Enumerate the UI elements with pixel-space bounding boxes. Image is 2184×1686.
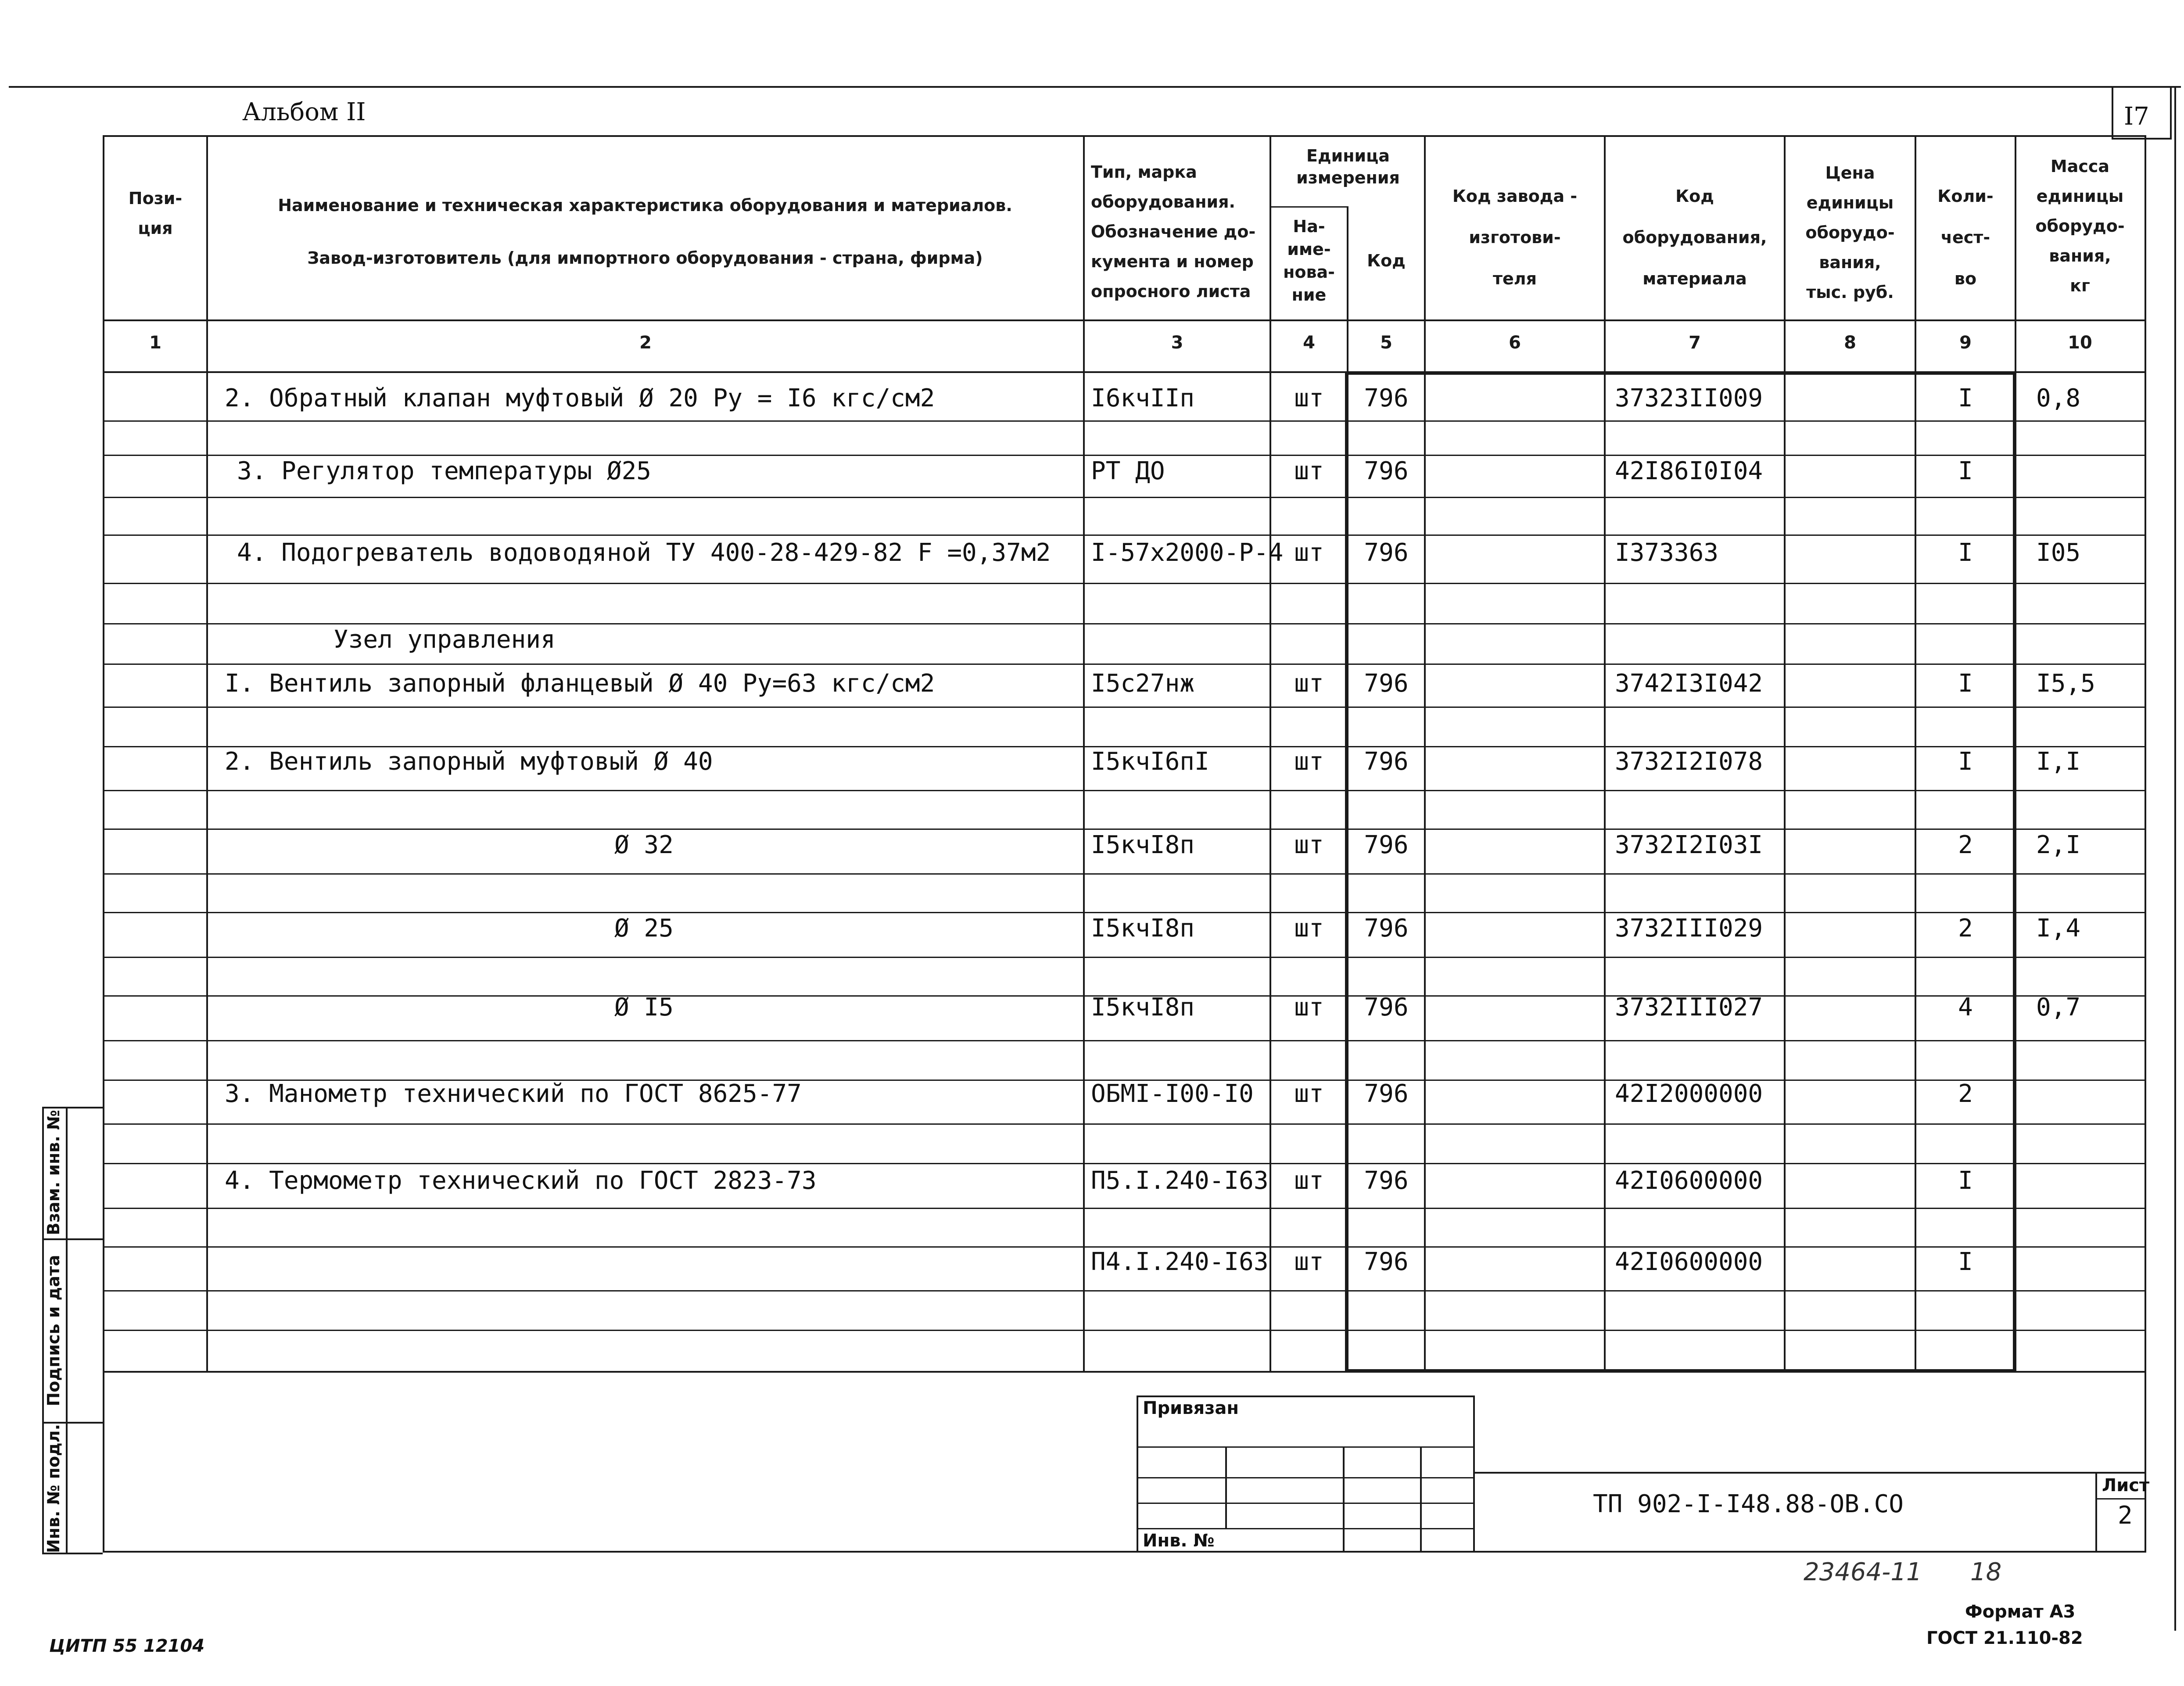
- format-label: Формат А3: [1965, 1602, 2076, 1622]
- header-unit-code: Код: [1367, 251, 1406, 270]
- col-number-7: 7: [1689, 333, 1701, 353]
- cell-name: Ø I5: [614, 993, 674, 1022]
- stamp-inv-no: Инв. №: [1143, 1531, 1215, 1551]
- cell-code: 796: [1364, 1248, 1409, 1276]
- cell-type: I5c27нж: [1091, 669, 1195, 698]
- cell-name: 3. Регулятор температуры Ø25: [237, 457, 652, 485]
- cell-type: ОБМI-I00-I0: [1091, 1080, 1254, 1108]
- document-code: ТП 902-I-I48.88-ОВ.СО: [1593, 1490, 1904, 1518]
- stamp-privyazan: Привязан: [1143, 1398, 1239, 1418]
- citp-label: ЦИТП 55 12104: [49, 1636, 205, 1656]
- cell-qty: I: [1958, 669, 1973, 698]
- cell-code: 796: [1364, 747, 1409, 776]
- header-unit: Единица измерения: [1296, 146, 1400, 187]
- cell-name: Ø 25: [614, 914, 674, 943]
- archive-suffix: 18: [1970, 1558, 2002, 1586]
- cell-qty: I: [1958, 747, 1973, 776]
- header-qty: Коли- чест- во: [1937, 187, 1994, 288]
- cell-unit: шт: [1294, 1080, 1324, 1108]
- col-number-4: 4: [1303, 333, 1315, 353]
- cell-qty: I: [1958, 1248, 1973, 1276]
- col-number-2: 2: [639, 333, 652, 353]
- cell-type: I6кчIIп: [1091, 384, 1195, 413]
- col-number-1: 1: [149, 333, 161, 353]
- col-number-5: 5: [1380, 333, 1392, 353]
- cell-unit: шт: [1294, 831, 1324, 859]
- header-unit-name: На- име- нова- ние: [1283, 217, 1335, 305]
- cell-qty: I: [1958, 384, 1973, 413]
- cell-qty: 2: [1958, 914, 1973, 943]
- cell-unit: шт: [1294, 993, 1324, 1022]
- cell-name: 4. Подогреватель водоводяной ТУ 400-28-429-82 F =0,37м2: [237, 538, 1051, 567]
- cell-code: 796: [1364, 384, 1409, 413]
- cell-code: 796: [1364, 914, 1409, 943]
- cell-name: 4. Термометр технический по ГОСТ 2823-73: [225, 1166, 817, 1195]
- col-number-6: 6: [1509, 333, 1521, 353]
- cell-code: 796: [1364, 457, 1409, 485]
- cell-code: 796: [1364, 538, 1409, 567]
- cell-unit: шт: [1294, 538, 1324, 567]
- sheet-value: 2: [2118, 1501, 2133, 1530]
- cell-mass: 2,I: [2036, 831, 2081, 859]
- cell-type: РТ ДО: [1091, 457, 1165, 485]
- col-number-9: 9: [1959, 333, 1972, 353]
- cell-equip: 3732I2I03I: [1615, 831, 1763, 859]
- cell-name: I. Вентиль запорный фланцевый Ø 40 Ру=63 кгс/см2: [225, 669, 935, 698]
- cell-code: 796: [1364, 1166, 1409, 1195]
- header-equip-code: Код оборудования, материала: [1622, 187, 1767, 288]
- cell-equip: 42I86I0I04: [1615, 457, 1763, 485]
- cell-code: 796: [1364, 831, 1409, 859]
- cell-mass: 0,7: [2036, 993, 2081, 1022]
- cell-equip: 3732III027: [1615, 993, 1763, 1022]
- cell-qty: I: [1958, 538, 1973, 567]
- col-number-8: 8: [1844, 333, 1856, 353]
- cell-mass: I,I: [2036, 747, 2081, 776]
- cell-qty: I: [1958, 1166, 1973, 1195]
- cell-equip: I373363: [1615, 538, 1719, 567]
- cell-code: 796: [1364, 1080, 1409, 1108]
- cell-type: П5.I.240-I63: [1091, 1166, 1269, 1195]
- cell-code: 796: [1364, 993, 1409, 1022]
- cell-equip: 3732III029: [1615, 914, 1763, 943]
- header-name: Наименование и техническая характеристика оборудования и материалов. Завод-изготовитель (для импортного оборудования - страна, фирма): [278, 196, 1012, 268]
- cell-mass: I,4: [2036, 914, 2081, 943]
- side-label-inv-podl: Инв. № подл.: [44, 1424, 63, 1553]
- cell-equip: 42I2000000: [1615, 1080, 1763, 1108]
- header-mass: Масса единицы оборудо- вания, кг: [2035, 157, 2125, 295]
- cell-qty: I: [1958, 457, 1973, 485]
- cell-mass: I5,5: [2036, 669, 2095, 698]
- gost-label: ГОСТ 21.110-82: [1926, 1628, 2083, 1648]
- cell-unit: шт: [1294, 914, 1324, 943]
- side-label-podpis: Подпись и дата: [44, 1255, 63, 1406]
- album-title: Альбом II: [242, 98, 366, 126]
- header-position: Пози- ция: [128, 189, 183, 238]
- header-price: Цена единицы оборудо- вания, тыс. руб.: [1805, 163, 1895, 302]
- cell-type: I5кчI8п: [1091, 914, 1195, 943]
- archive-number: 23464-11: [1804, 1558, 1922, 1586]
- page-number: I7: [2124, 102, 2149, 131]
- cell-unit: шт: [1294, 669, 1324, 698]
- cell-equip: 42I0600000: [1615, 1248, 1763, 1276]
- cell-equip: 37323II009: [1615, 384, 1763, 413]
- side-label-vzam: Взам. инв. №: [44, 1110, 63, 1235]
- cell-unit: шт: [1294, 1166, 1324, 1195]
- cell-qty: 2: [1958, 1080, 1973, 1108]
- cell-type: I5кчI6пI: [1091, 747, 1209, 776]
- cell-name: 2. Вентиль запорный муфтовый Ø 40: [225, 747, 713, 776]
- col-number-10: 10: [2068, 333, 2092, 353]
- cell-name: 2. Обратный клапан муфтовый Ø 20 Ру = I6 кгс/см2: [225, 384, 935, 413]
- cell-type: I5кчI8п: [1091, 993, 1195, 1022]
- header-type: Тип, марка оборудования. Обозначение до- кумента и номер опросного листа: [1091, 162, 1256, 301]
- cell-name: 3. Манометр технический по ГОСТ 8625-77: [225, 1080, 802, 1108]
- cell-name: Узел управления: [334, 625, 556, 654]
- col-number-3: 3: [1171, 333, 1183, 353]
- cell-unit: шт: [1294, 457, 1324, 485]
- cell-equip: 3732I2I078: [1615, 747, 1763, 776]
- sheet-label: Лист: [2102, 1475, 2150, 1496]
- cell-unit: шт: [1294, 384, 1324, 413]
- cell-qty: 2: [1958, 831, 1973, 859]
- cell-type: I-57x2000-P-4: [1091, 538, 1284, 567]
- cell-qty: 4: [1958, 993, 1973, 1022]
- cell-unit: шт: [1294, 1248, 1324, 1276]
- cell-type: I5кчI8п: [1091, 831, 1195, 859]
- header-factory-code: Код завода - изготови- теля: [1452, 187, 1578, 288]
- cell-mass: I05: [2036, 538, 2081, 567]
- cell-mass: 0,8: [2036, 384, 2081, 413]
- cell-code: 796: [1364, 669, 1409, 698]
- cell-unit: шт: [1294, 747, 1324, 776]
- cell-equip: 42I0600000: [1615, 1166, 1763, 1195]
- cell-name: Ø 32: [614, 831, 674, 859]
- cell-type: П4.I.240-I63: [1091, 1248, 1269, 1276]
- cell-equip: 3742I3I042: [1615, 669, 1763, 698]
